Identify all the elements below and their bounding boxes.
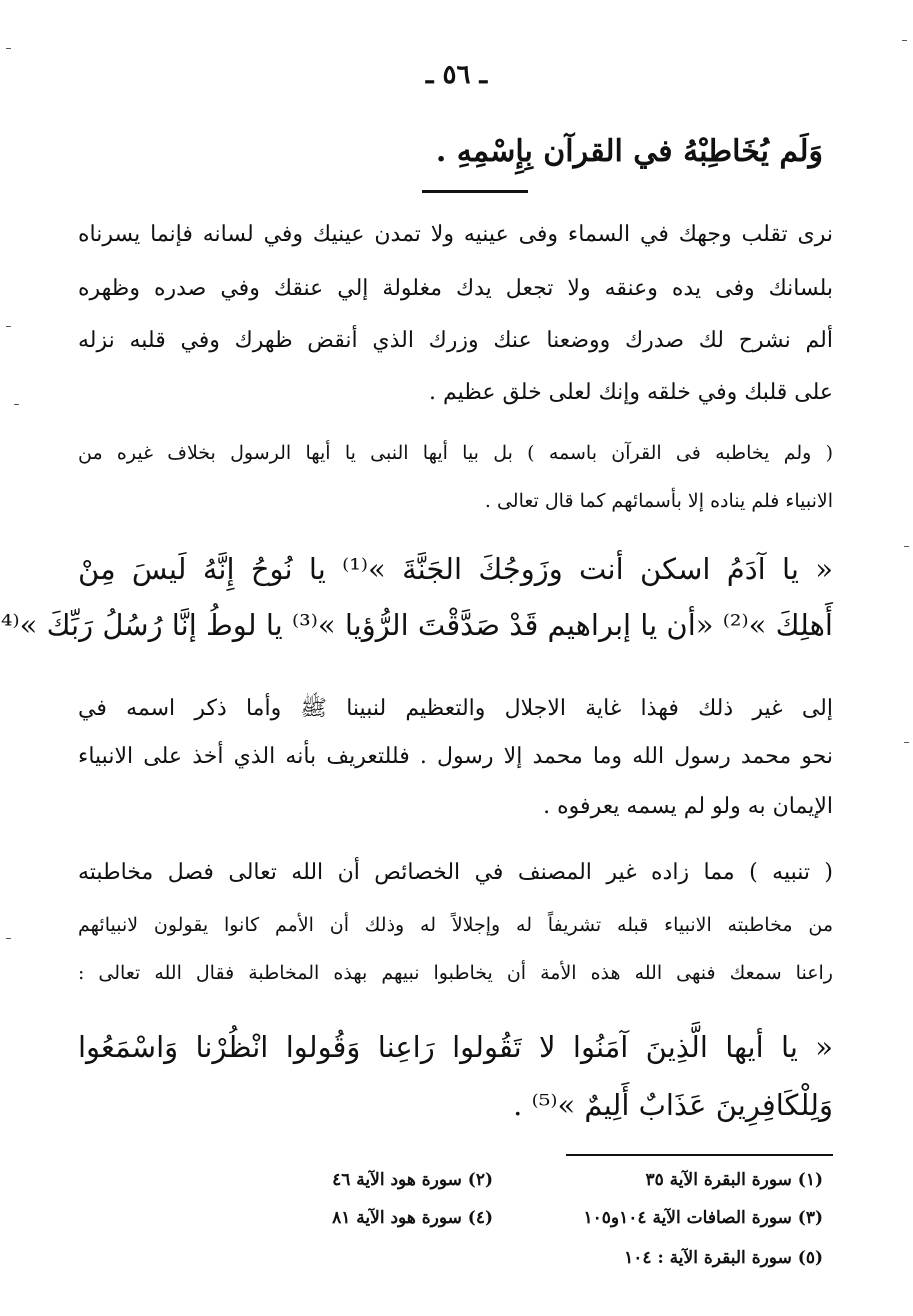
paragraph-line: بلسانك وفى يده وعنقه ولا تجعل يدك مغلولة إلي عنقك وفي صدره وظهره: [78, 276, 833, 301]
heading-underline: [422, 190, 528, 193]
footnote-5: (٥) سورة البقرة الآية : ١٠٤: [624, 1248, 823, 1268]
margin-mark: [6, 938, 11, 939]
paragraph-line: راعنا سمعك فنهى الله هذه الأمة أن يخاطبوا نبيهم بهذه المخاطبة فقال الله تعالى :: [78, 962, 833, 984]
margin-mark: [902, 40, 907, 41]
footnote-3: (٣) سورة الصافات الآية ١٠٤و١٠٥: [583, 1208, 823, 1228]
paragraph-line: ( تنبيه ) مما زاده غير المصنف في الخصائص أن الله تعالى فصل مخاطبته: [78, 860, 833, 885]
margin-mark: [6, 48, 11, 49]
commentary-line: ( ولم يخاطبه فى القرآن باسمه ) بل بيا أيها النبى يا أيها الرسول بخلاف غيره من: [78, 442, 833, 464]
margin-mark: [904, 546, 909, 547]
footnote-4: (٤) سورة هود الآية ٨١: [332, 1208, 493, 1228]
commentary-line: الانبياء فلم يناده إلا بأسمائهم كما قال تعالى .: [484, 490, 833, 512]
page-number: ـ ٥٦ ـ: [425, 60, 488, 90]
quran-verse-line: وَلِلْكَافِرِينَ عَذَابٌ أَلِيمٌ »⁽⁵⁾ .: [513, 1088, 833, 1122]
quran-verse-line: « يا أيها الَّذِينَ آمَنُوا لا تَقُولوا رَاعِنا وَقُولوا انْظُرْنا وَاسْمَعُوا: [78, 1030, 833, 1064]
footnote-separator: [566, 1154, 833, 1156]
paragraph-line: نرى تقلب وجهك في السماء وفى عينيه ولا تمدن عينيك وفي لسانه فإنما يسرناه: [78, 222, 833, 247]
footnote-2: (٢) سورة هود الآية ٤٦: [332, 1170, 493, 1190]
paragraph-line: ألم نشرح لك صدرك ووضعنا عنك وزرك الذي أنقض ظهرك وفي قلبه نزله: [78, 328, 833, 353]
margin-mark: [904, 742, 909, 743]
quran-verse-line: أَهلِكَ »⁽²⁾ «أن يا إبراهيم قَدْ صَدَّقْتَ الرُّؤيا »⁽³⁾ يا لوطُ إنَّا رُسُلُ رَبِّكَ »⁽⁴: [0, 608, 833, 642]
quran-verse-line: « يا آدَمُ اسكن أنت وزَوجُكَ الجَنَّةَ »⁽¹⁾ يا نُوحُ إِنَّهُ لَيسَ مِنْ: [78, 552, 833, 586]
paragraph-line: الإيمان به ولو لم يسمه يعرفوه .: [543, 794, 833, 819]
margin-mark: [6, 326, 11, 327]
paragraph-line: إلى غير ذلك فهذا غاية الاجلال والتعظيم لنبينا ﷺ وأما ذكر اسمه في: [78, 696, 833, 721]
paragraph-line: من مخاطبته الانبياء قبله تشريفاً له وإجلالاً له وذلك أن الأمم كانوا يقولون لانبيائهم: [78, 914, 833, 936]
paragraph-line: على قلبك وفي خلقه وإنك لعلى خلق عظيم .: [429, 380, 833, 405]
margin-mark: [14, 404, 19, 405]
footnote-1: (١) سورة البقرة الآية ٣٥: [645, 1170, 823, 1190]
section-heading: وَلَم يُخَاطِبْهُ في القرآن بِإِسْمِهِ .: [435, 134, 823, 169]
paragraph-line: نحو محمد رسول الله وما محمد إلا رسول . فللتعريف بأنه الذي أخذ على الانبياء: [78, 744, 833, 769]
